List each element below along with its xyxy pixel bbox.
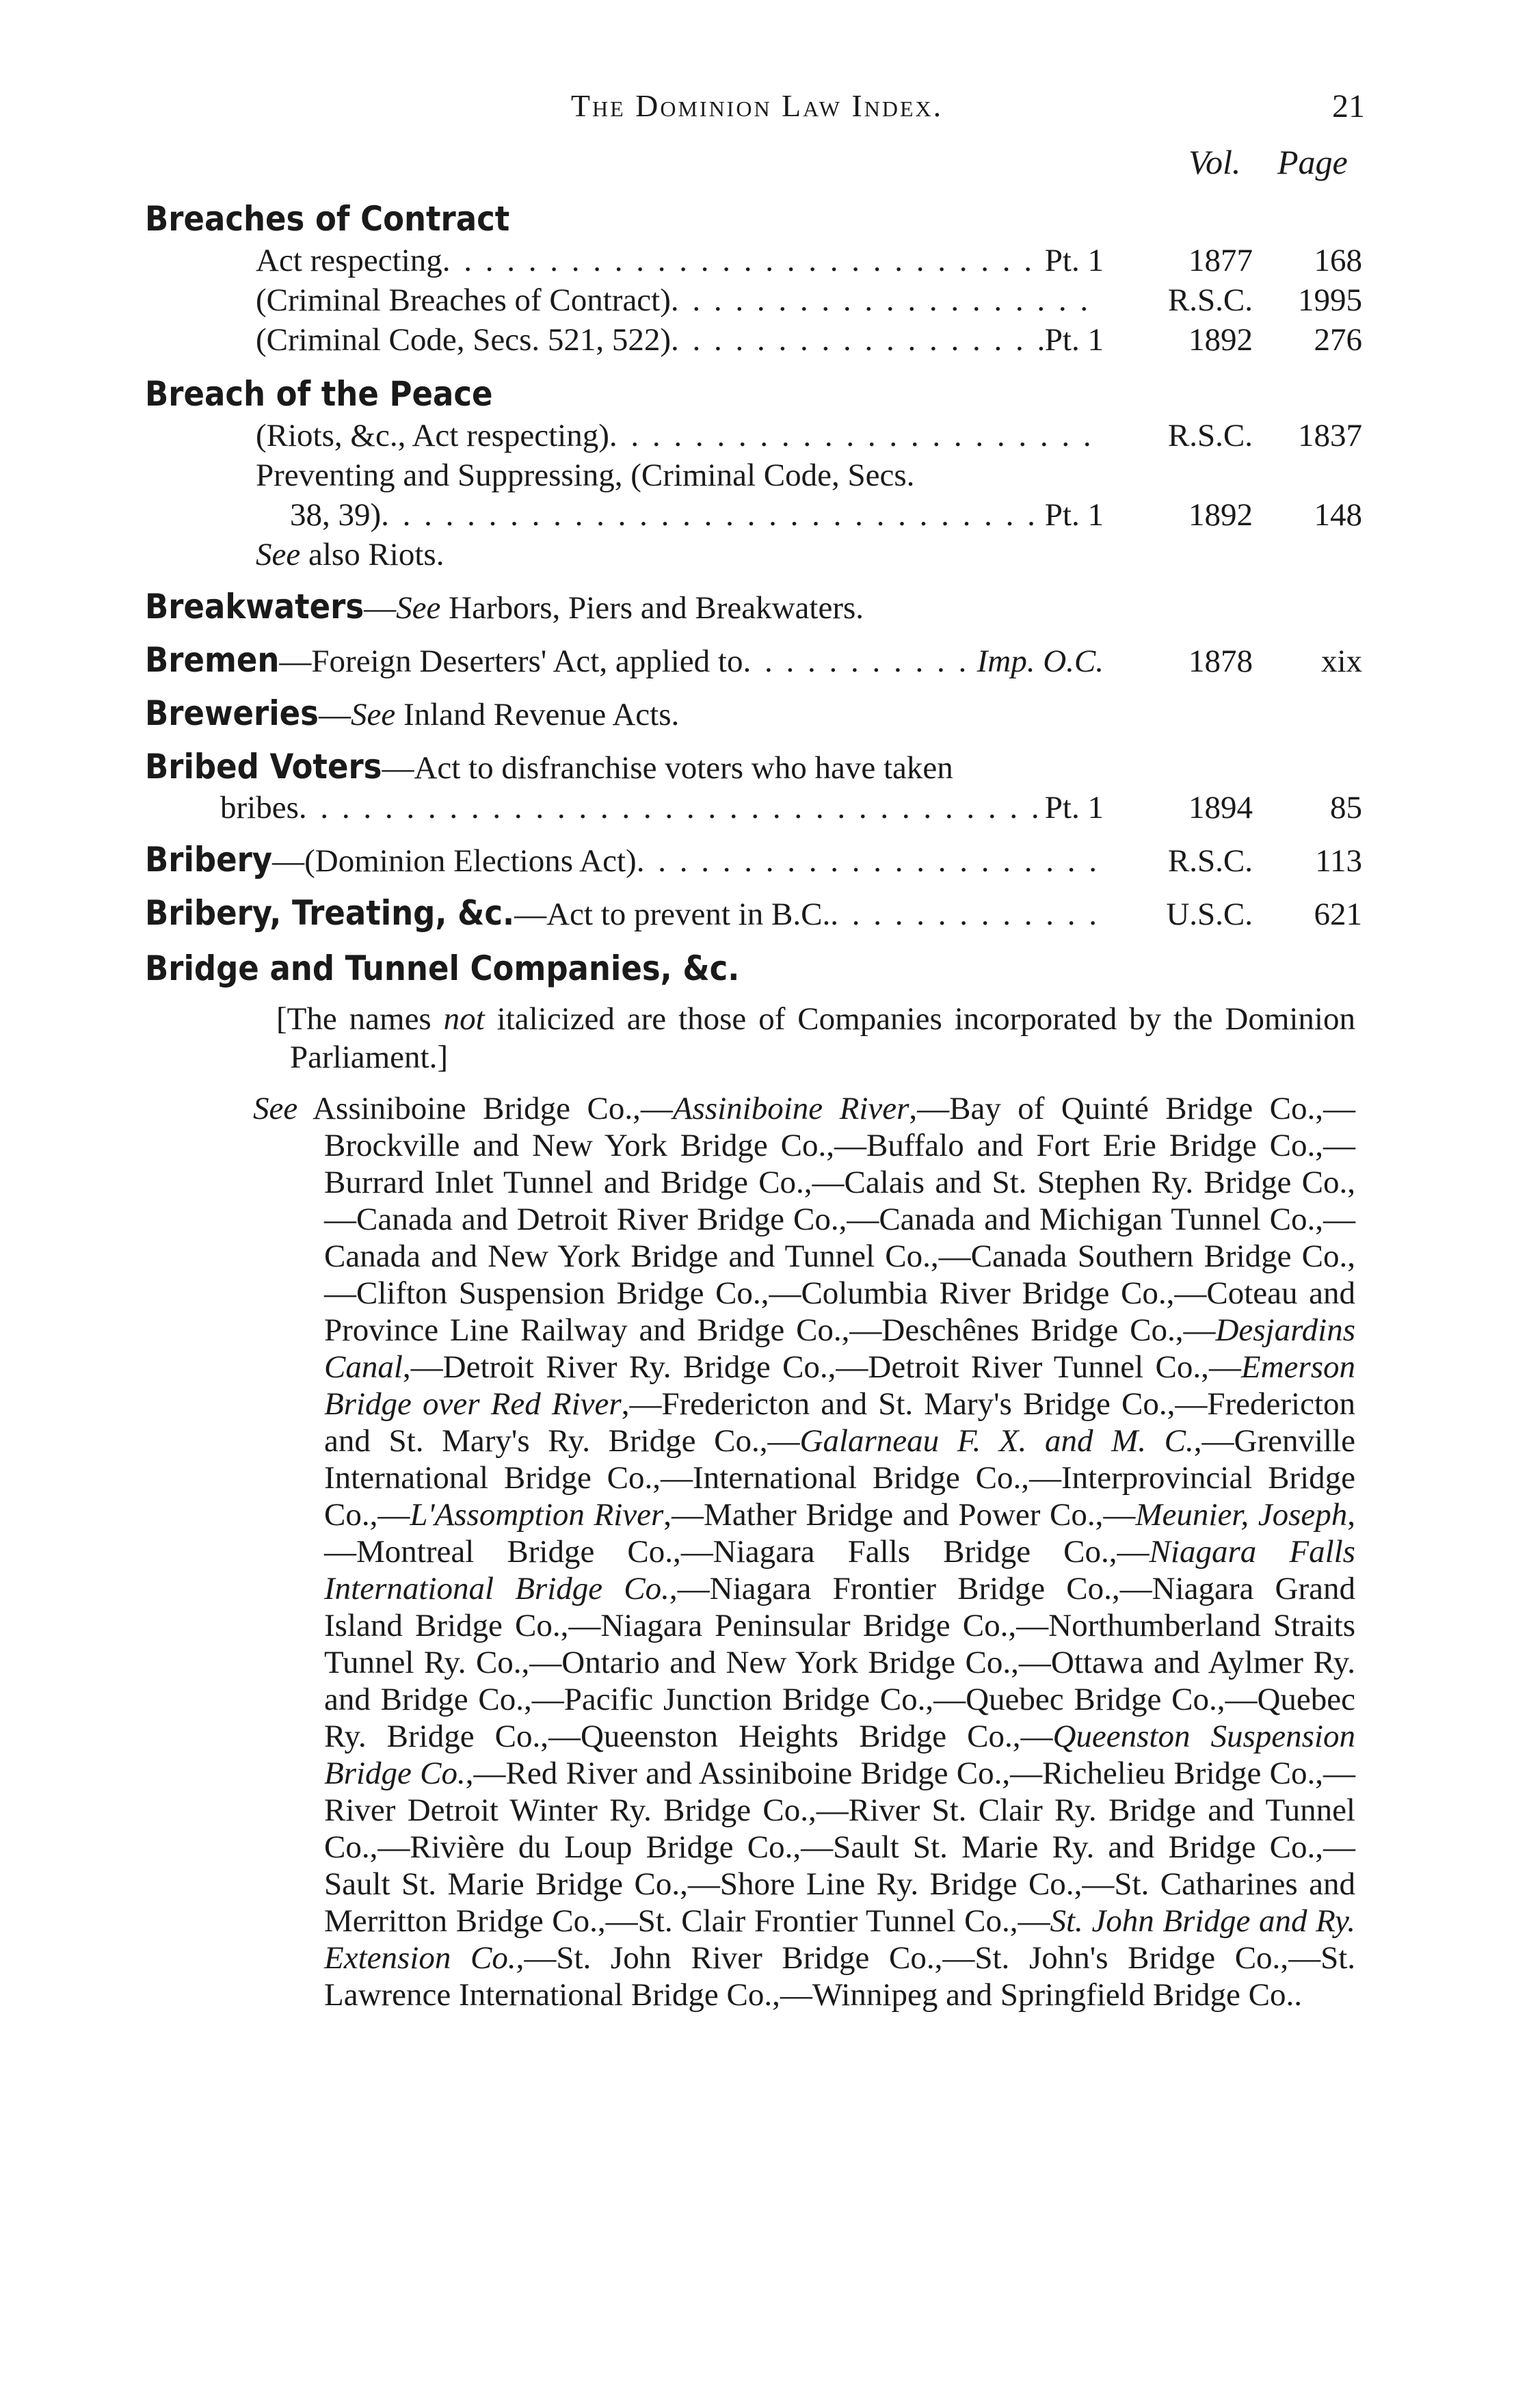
entry-text: bribes: [220, 790, 299, 825]
company-name: St. Clair Frontier Tunnel Co.: [637, 1903, 1010, 1939]
entry-vol: 1878: [1188, 644, 1253, 679]
company-name: Desjardins Canal: [324, 1312, 1355, 1385]
entry-vol: 1892: [1188, 497, 1253, 533]
company-name: Detroit River Tunnel Co.: [868, 1349, 1201, 1385]
company-name: Coteau and Province Line Railway and Bridge Co.: [324, 1275, 1355, 1348]
company-name: Mather Bridge and Power Co.: [704, 1497, 1095, 1533]
separator: ,—: [402, 1349, 443, 1385]
separator: ,—: [540, 1719, 581, 1754]
separator: ,—: [633, 1091, 673, 1126]
separator: ,—: [369, 1497, 410, 1533]
entry-text: Harbors, Piers and Breakwaters.: [440, 590, 864, 626]
separator: ,—: [369, 1829, 410, 1865]
entry-text: (Criminal Code, Secs. 521, 522): [256, 322, 672, 358]
see-word: See: [396, 590, 441, 626]
running-title: The Dominion Law Index.: [570, 88, 944, 123]
entry-line: [145, 241, 1362, 280]
entry-line: [145, 416, 1362, 455]
company-name: Buffalo and Fort Erie Bridge Co.: [866, 1128, 1316, 1163]
separator: ,—: [909, 1091, 950, 1126]
separator: ,—: [934, 1940, 975, 1976]
separator: ,—: [793, 1829, 834, 1865]
see-word: See: [253, 1091, 298, 1126]
company-name: Queenston Heights Bridge Co.: [580, 1719, 1013, 1754]
company-name: L'Assomption River: [410, 1497, 664, 1533]
separator: ,—: [1021, 1460, 1061, 1496]
entry-heading: Bridge and Tunnel Companies, &c.: [145, 949, 740, 988]
separator: ,—: [465, 1756, 506, 1791]
entry-bridge-and-tunnel-companies: [145, 947, 1362, 2013]
see-word: See: [256, 537, 301, 572]
separator: ,—: [669, 1571, 710, 1606]
note-emphasis: not: [443, 1001, 485, 1037]
entry-vol: U.S.C.: [1166, 897, 1253, 932]
company-name: St. John River Bridge Co.: [556, 1940, 935, 1976]
company-name: Bay of Quinté Bridge Co.: [949, 1091, 1316, 1126]
separator: ,—: [521, 1645, 562, 1680]
leader-dots: [299, 788, 1045, 828]
page-column-heading: Page: [1277, 143, 1348, 181]
entry-line: [145, 840, 1362, 881]
separator: ,—: [516, 1940, 557, 1976]
company-name: Detroit River Ry. Bridge Co.: [442, 1349, 828, 1385]
separator: ,—: [324, 1165, 1355, 1237]
company-name: Interprovincial Bridge Co.: [324, 1460, 1355, 1533]
company-name: Fredericton and St. Mary's Bridge Co.: [661, 1386, 1167, 1422]
entry-part: Pt. 1: [1044, 790, 1104, 825]
entry-bribery: [145, 840, 1362, 881]
separator: ,—: [652, 1460, 693, 1496]
separator: ,—: [1108, 1534, 1150, 1570]
cross-reference: [145, 535, 1362, 574]
separator: ,—: [1095, 1497, 1136, 1533]
editorial-note: [145, 1000, 1362, 1076]
separator: ,—: [759, 1423, 800, 1459]
company-name: Queenston Suspension Bridge Co.: [324, 1719, 1355, 1791]
entry-part: Pt. 1: [1044, 497, 1104, 533]
entry-line: [145, 788, 1362, 828]
separator: ,—: [841, 1312, 882, 1348]
separator: ,—: [1315, 1756, 1355, 1791]
separator: ,—: [1166, 1275, 1207, 1311]
entry-part: Pt. 1: [1044, 243, 1104, 278]
company-name: Canada and Michigan Tunnel Co.: [879, 1202, 1316, 1237]
company-name: Deschênes Bridge Co.: [881, 1312, 1176, 1348]
separator: ,—: [1193, 1423, 1234, 1459]
page-header: [0, 88, 1514, 135]
company-name: Columbia River Bridge Co.: [801, 1275, 1167, 1311]
entry-text: —Act to disfranchise voters who have taken: [382, 750, 953, 786]
company-name: International Bridge Co.: [693, 1460, 1022, 1496]
entry-line: [145, 693, 1362, 735]
entry-text: —Foreign Deserters' Act, applied to: [279, 644, 743, 679]
company-name: Niagara Falls Bridge Co.: [713, 1534, 1109, 1570]
separator: ,—: [560, 1608, 601, 1643]
company-name: Assiniboine Bridge Co.: [313, 1091, 633, 1126]
entry-line: [145, 587, 1362, 628]
company-name: Fredericton and St. Mary's Ry. Bridge Co.: [324, 1386, 1356, 1459]
leader-dots: [671, 320, 1045, 360]
company-name: St. John Bridge and Ry. Extension Co.: [324, 1903, 1355, 1976]
dash: —: [364, 590, 397, 626]
separator: ,—: [808, 1792, 849, 1828]
separator: ,—: [663, 1497, 704, 1533]
entry-text: (Criminal Breaches of Contract): [256, 282, 671, 318]
see-word: See: [350, 697, 396, 732]
company-name: Assiniboine River: [672, 1091, 909, 1126]
entry-bremen: [145, 640, 1362, 681]
company-name: Quebec Ry. Bridge Co.: [324, 1682, 1355, 1754]
entry-bribery-treating: [145, 893, 1362, 934]
entry-text: Act respecting: [256, 243, 442, 278]
entry-line: [145, 893, 1362, 934]
index-entries: [145, 197, 1362, 2013]
company-name: Niagara Peninsular Bridge Co.: [600, 1608, 1009, 1643]
separator: ,—: [597, 1903, 638, 1939]
separator: ,—: [760, 1275, 801, 1311]
separator: ,—: [772, 1977, 812, 2013]
leader-dots: [609, 416, 1104, 455]
company-name: St. John's Bridge Co.: [974, 1940, 1281, 1976]
company-name: River Detroit Winter Ry. Bridge Co.: [324, 1792, 809, 1828]
entry-page: 148: [1314, 497, 1362, 533]
entry-page: 168: [1314, 243, 1362, 278]
vol-column-heading: Vol.: [1188, 143, 1241, 181]
entry-vol: 1894: [1188, 790, 1253, 825]
entry-line: [145, 280, 1362, 320]
separator: ,—: [1175, 1312, 1216, 1348]
leader-dots: [442, 241, 1045, 280]
company-name: Canada and New York Bridge and Tunnel Co.: [324, 1239, 931, 1274]
company-list: See Assiniboine Bridge Co.,—Assiniboine River,—Bay of Quinté Bridge Co.,—Brockville and New York Bridge Co.,—Buffalo and Fort Erie Bridge Co.,—Burrard Inlet Tunnel and Bridge Co.,—Calais and St. Stephen Ry. Bridge Co.,—Canada and Detroit River Bridge Co.,—Canada and Michigan Tunnel Co.,—Canada and New York Bridge and Tunnel Co.,—Canada Southern Bridge Co.,—Clifton Suspension Bridge Co.,—Columbia River Bridge Co.,—Coteau and Province Line Railway and Bridge Co.,—Deschênes Bridge Co.,—Desjardins Canal,—Detroit River Ry. Bridge Co.,—Detroit River Tunnel Co.,—Emerson Bridge over Red River,—Fredericton and St. Mary's Bridge Co.,—Fredericton and St. Mary's Ry. Bridge Co.,—Galarneau F. X. and M. C.,—Grenville International Bridge Co.,—International Bridge Co.,—Interprovincial Bridge Co.,—L'Assomption River,—Mather Bridge and Power Co.,—Meunier, Joseph,—Montreal Bridge Co.,—Niagara Falls Bridge Co.,—Niagara Falls International Bridge Co.,—Niagara Frontier Bridge Co.,—Niagara Grand Island Bridge Co.,—Niagara Peninsular Bridge Co.,—Northumberland Straits Tunnel Ry. Co.,—Ontario and New York Bridge Co.,—Ottawa and Aylmer Ry. and Bridge Co.,—Pacific Junction Bridge Co.,—Quebec Bridge Co.,—Quebec Ry. Bridge Co.,—Queenston Heights Bridge Co.,—Queenston Suspension Bridge Co.,—Red River and Assiniboine Bridge Co.,—Richelieu Bridge Co.,—River Detroit Winter Ry. Bridge Co.,—River St. Clair Ry. Bridge and Tunnel Co.,—Rivière du Loup Bridge Co.,—Sault St. Marie Ry. and Bridge Co.,—Sault St. Marie Bridge Co.,—Shore Line Ry. Bridge Co.,—St. Catharines and Merritton Bridge Co.,—St. Clair Frontier Tunnel Co.,—St. John Bridge and Ry. Extension Co.,—St. John River Bridge Co.,—St. John's Bridge Co.,—St. Lawrence International Bridge Co.,—Winnipeg and Springfield Bridge Co..: [253, 1091, 1356, 2013]
separator: ,—: [1201, 1349, 1241, 1385]
company-name: Galarneau F. X. and M. C.: [799, 1423, 1194, 1459]
company-name: Quebec Bridge Co.: [966, 1682, 1217, 1717]
separator: ,—: [324, 1497, 1355, 1570]
entry-page: 1837: [1298, 418, 1362, 453]
entry-vol: 1877: [1188, 243, 1253, 278]
entry-page: 621: [1314, 897, 1362, 932]
entry-text: Inland Revenue Acts.: [395, 697, 680, 732]
company-name: Grenville International Bridge Co.: [324, 1423, 1355, 1496]
separator: ,—: [1315, 1091, 1355, 1126]
separator: ,—: [1217, 1682, 1258, 1717]
separator: ,—: [324, 1239, 1355, 1311]
separator: ,—: [523, 1682, 564, 1717]
separator: ,—: [827, 1349, 868, 1385]
entry-text: —(Dominion Elections Act): [272, 843, 637, 879]
separator: ,—: [621, 1386, 662, 1422]
entry-heading: Bribed Voters: [145, 747, 382, 786]
leader-dots: [671, 280, 1104, 320]
separator: ,—: [1111, 1571, 1152, 1606]
company-name: Sault St. Marie Bridge Co.: [324, 1866, 680, 1902]
separator: ,—: [1002, 1756, 1043, 1791]
entry-vol: R.S.C.: [1167, 843, 1253, 879]
company-name: Ottawa and Aylmer Ry. and Bridge Co.: [324, 1645, 1355, 1717]
separator: ,—: [1315, 1128, 1355, 1163]
leader-dots: [381, 495, 1045, 535]
note-text: italicized are those of Companies incorporated by the Dominion Parliament.]: [290, 1001, 1364, 1075]
entry-page: 113: [1315, 843, 1362, 879]
separator: ,—: [838, 1202, 879, 1237]
leader-dots: [830, 895, 1104, 934]
entry-breaches-of-contract: [145, 197, 1362, 360]
company-name: Canada Southern Bridge Co.: [970, 1239, 1348, 1274]
company-name: Emerson Bridge over Red River: [324, 1349, 1355, 1422]
company-name: Ontario and New York Bridge Co.: [561, 1645, 1011, 1680]
entry-vol: 1892: [1188, 322, 1253, 358]
leader-dots: [743, 641, 977, 681]
separator: ,—: [1167, 1386, 1208, 1422]
separator: ,—: [680, 1866, 720, 1902]
separator: ,—: [804, 1165, 845, 1200]
entry-line: [145, 495, 1362, 535]
entry-heading: Breaches of Contract: [145, 199, 510, 239]
entry-page: xix: [1320, 644, 1362, 679]
note-text: [The names: [276, 1001, 444, 1037]
company-name: Montreal Bridge Co.: [356, 1534, 674, 1570]
separator: ,—: [925, 1682, 966, 1717]
company-name: Winnipeg and Springfield Bridge Co.: [812, 1977, 1294, 2013]
company-name: Rivière du Loup Bridge Co.: [410, 1829, 793, 1865]
separator: ,—: [1008, 1608, 1049, 1643]
separator: ,—: [1011, 1645, 1051, 1680]
company-name: St. Catharines and Merritton Bridge Co.: [324, 1866, 1355, 1939]
entry-heading: Breweries: [145, 693, 319, 733]
separator: ,—: [1009, 1903, 1050, 1939]
company-name: River St. Clair Ry. Bridge and Tunnel Co.: [324, 1792, 1355, 1865]
entry-breweries: [145, 693, 1362, 735]
page-number: 21: [1332, 88, 1365, 124]
company-name: Meunier, Joseph: [1135, 1497, 1348, 1533]
company-name: Shore Line Ry. Bridge Co.: [719, 1866, 1074, 1902]
entry-text: —Act to prevent in B.C.: [514, 897, 831, 932]
separator: ,—: [1280, 1940, 1321, 1976]
entry-text: 38, 39): [290, 497, 382, 533]
entry-breach-of-the-peace: [145, 372, 1362, 574]
company-name: Red River and Assiniboine Bridge Co.: [505, 1756, 1002, 1791]
company-name: Richelieu Bridge Co.: [1042, 1756, 1316, 1791]
entry-page: 85: [1330, 790, 1362, 825]
dash: —: [318, 697, 351, 732]
entry-heading: Bribery, Treating, &c.: [145, 893, 515, 933]
company-name: Pacific Junction Bridge Co.: [563, 1682, 926, 1717]
entry-heading: Breakwaters: [145, 587, 364, 626]
entry-vol: R.S.C.: [1167, 418, 1253, 453]
company-name: Burrard Inlet Tunnel and Bridge Co.: [324, 1165, 804, 1200]
company-name: Niagara Grand Island Bridge Co.: [324, 1571, 1355, 1643]
entry-part: Imp. O.C.: [977, 644, 1104, 679]
entry-page: 1995: [1298, 282, 1362, 318]
company-name: Northumberland Straits Tunnel Ry. Co.: [324, 1608, 1355, 1680]
company-name: Canada and Detroit River Bridge Co.: [356, 1202, 839, 1237]
entry-part: Pt. 1: [1044, 322, 1104, 358]
column-headings: [0, 142, 1514, 190]
entry-bribed-voters: [145, 747, 1362, 828]
company-name: Calais and St. Stephen Ry. Bridge Co.: [844, 1165, 1348, 1200]
leader-dots: [637, 841, 1104, 881]
separator: ,—: [673, 1534, 713, 1570]
company-name: Sault St. Marie Ry. and Bridge Co.: [833, 1829, 1316, 1865]
entry-heading: Breach of the Peace: [145, 374, 493, 414]
company-name: Niagara Falls International Bridge Co.: [324, 1534, 1355, 1606]
entry-breakwaters: [145, 587, 1362, 628]
separator: ,—: [826, 1128, 866, 1163]
separator: ,—: [1012, 1719, 1053, 1754]
cross-reference-text: also Riots.: [300, 537, 444, 572]
entry-heading: Bremen: [145, 640, 280, 680]
separator: ,—: [930, 1239, 971, 1274]
entry-text: Preventing and Suppressing, (Criminal Code, Secs.: [256, 458, 915, 493]
company-name: Clifton Suspension Bridge Co.: [356, 1275, 761, 1311]
company-name: Brockville and New York Bridge Co.: [324, 1128, 827, 1163]
entry-vol: R.S.C.: [1167, 282, 1253, 318]
company-name: Niagara Frontier Bridge Co.: [709, 1571, 1112, 1606]
separator: ,—: [1315, 1829, 1355, 1865]
entry-heading: Bribery: [145, 840, 273, 879]
entry-text: (Riots, &c., Act respecting): [256, 418, 609, 453]
entry-line: [145, 320, 1362, 360]
entry-line: [145, 747, 1362, 788]
entry-line: [145, 640, 1362, 681]
separator: ,—: [1074, 1866, 1115, 1902]
company-name: St. Lawrence International Bridge Co.: [324, 1940, 1356, 2013]
separator: ,—: [1315, 1202, 1355, 1237]
entry-page: 276: [1314, 322, 1362, 358]
